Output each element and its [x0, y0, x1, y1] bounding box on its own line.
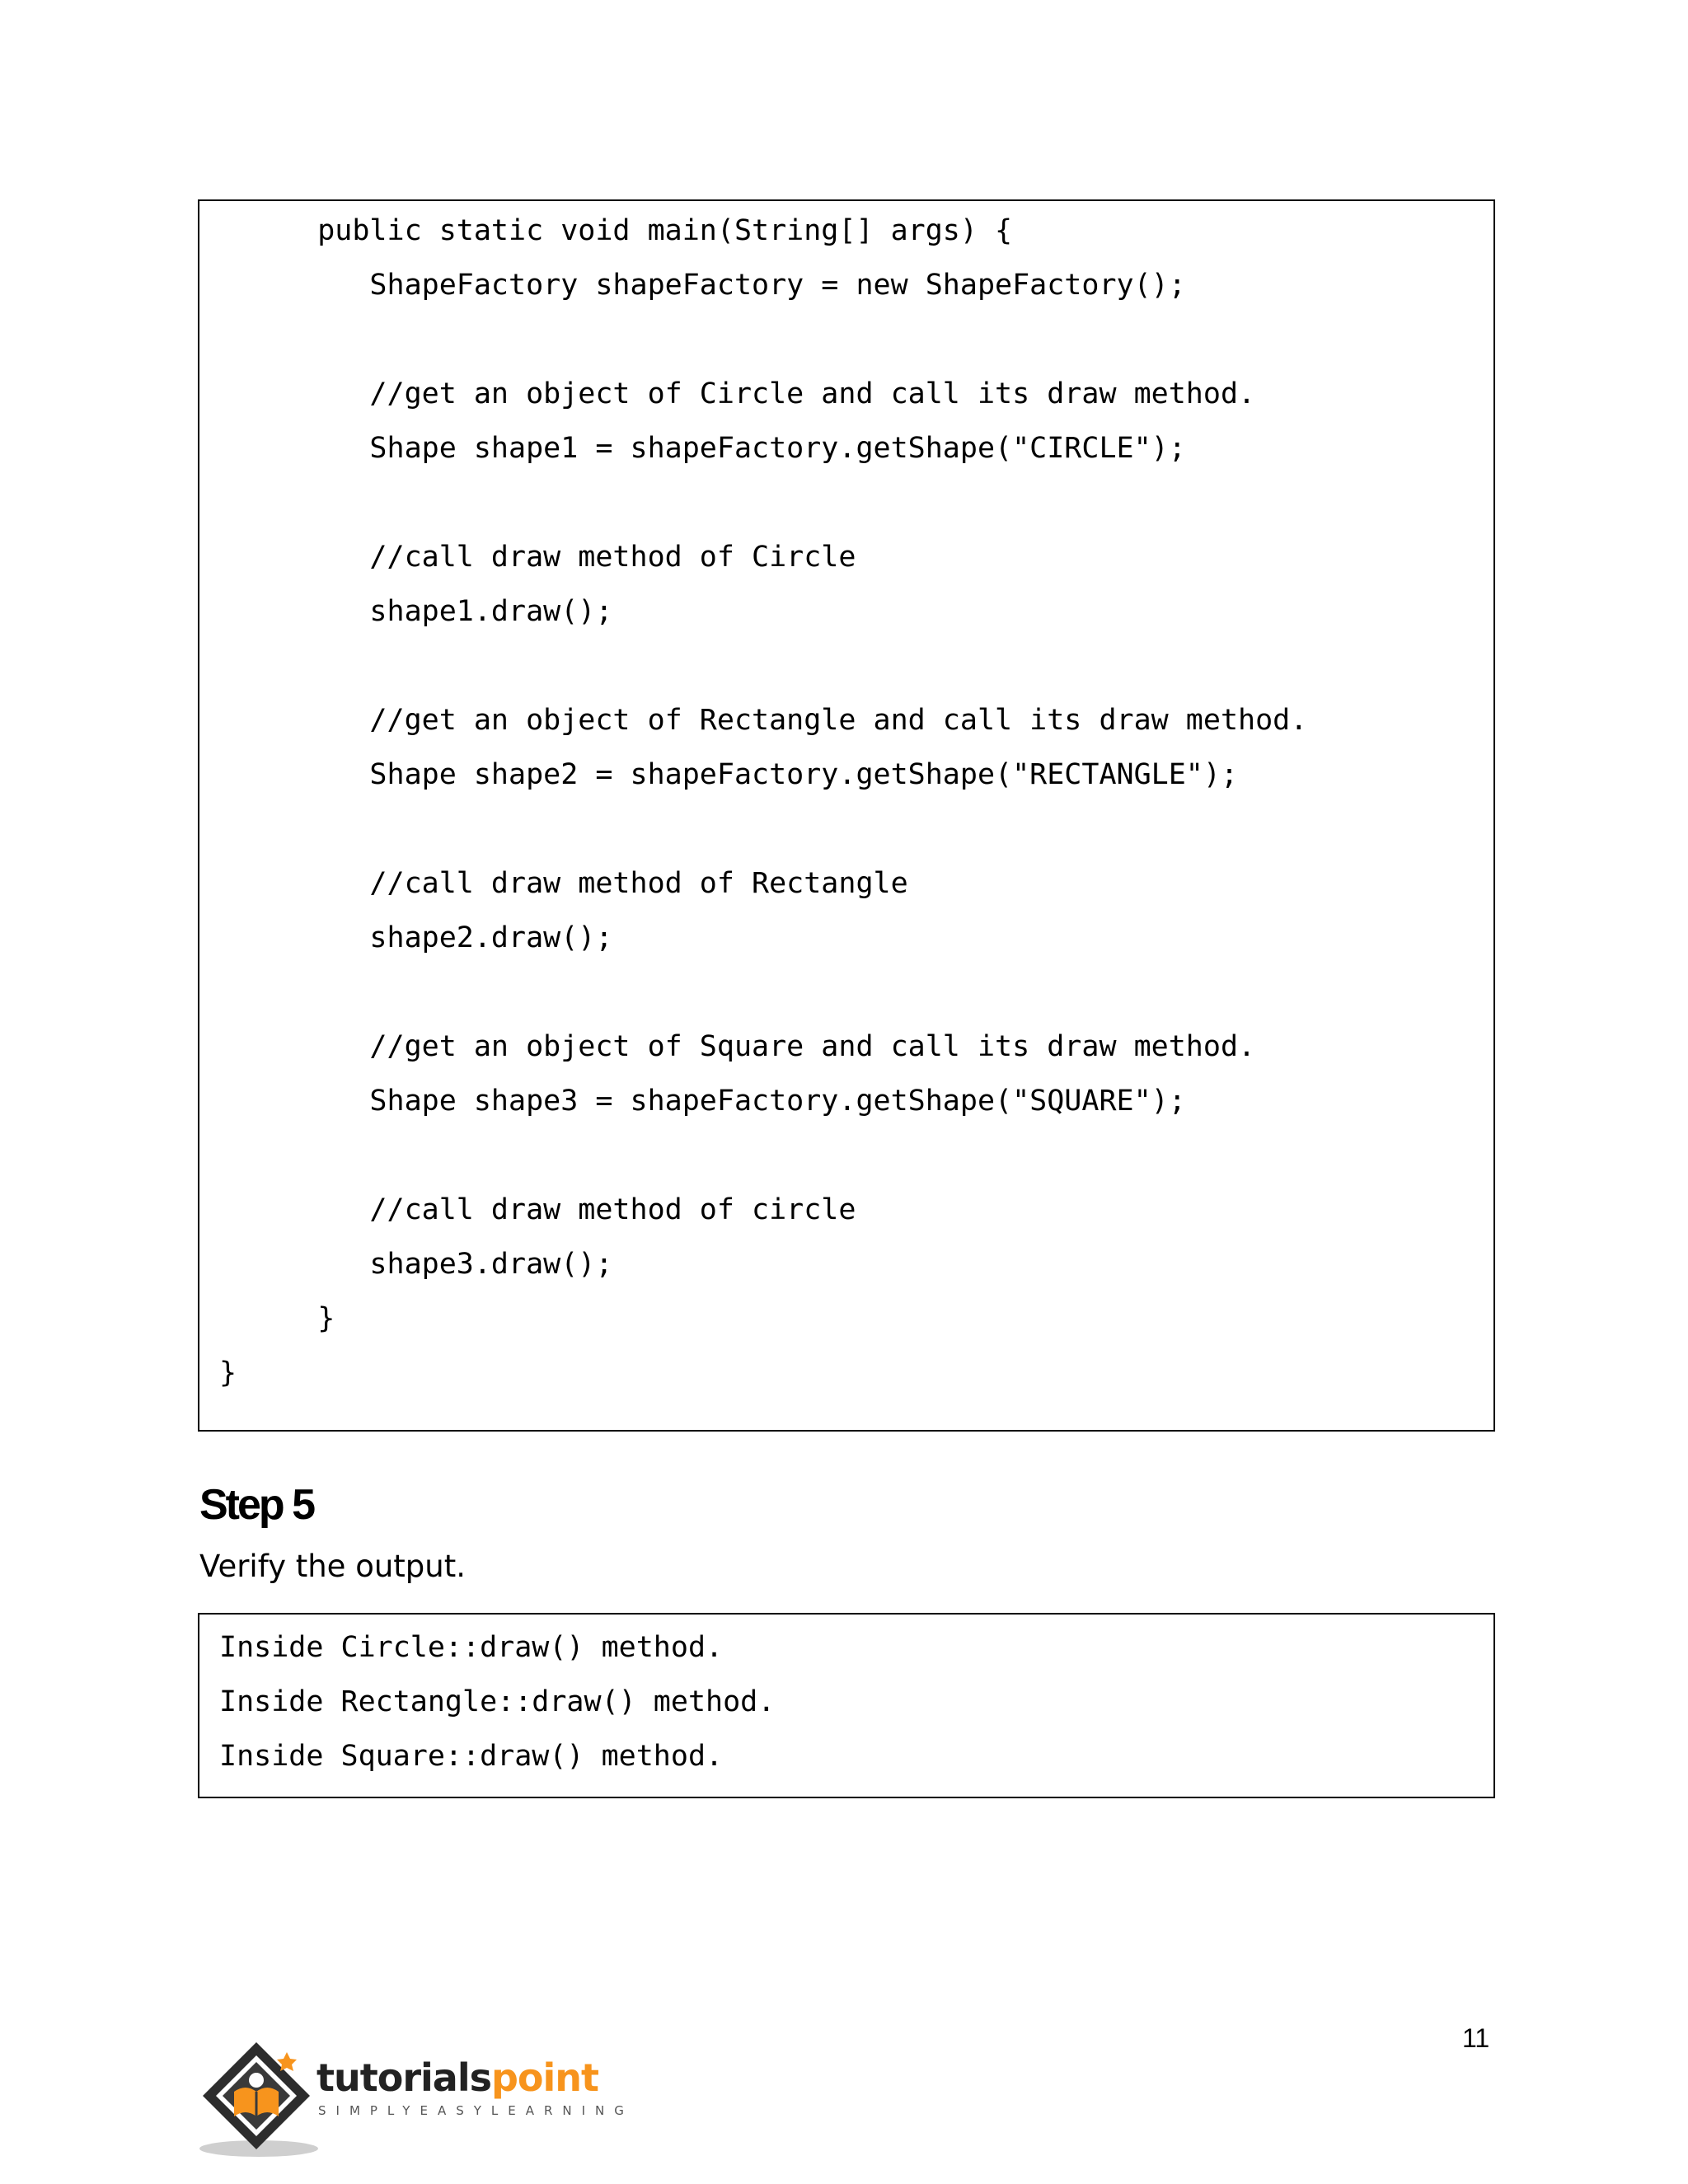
code-line: Shape shape1 = shapeFactory.getShape("CIRCLE"); — [265, 432, 1186, 465]
logo-word-point: point — [490, 2055, 599, 2100]
output-block — [198, 1613, 1495, 1798]
code-line: //get an object of Square and call its draw method. — [265, 1030, 1256, 1063]
output-line: Inside Square::draw() method. — [219, 1740, 724, 1773]
code-line: } — [219, 1357, 237, 1390]
code-line: } — [265, 1302, 335, 1335]
step-heading: Step 5 — [199, 1481, 314, 1529]
code-line: //get an object of Circle and call its draw method. — [265, 377, 1256, 410]
logo-wordmark — [316, 2055, 598, 2100]
code-line: shape1.draw(); — [265, 595, 613, 628]
page-number: 11 — [1462, 2023, 1490, 2053]
code-line: //call draw method of Circle — [265, 541, 856, 574]
logo-emblem-icon — [195, 2037, 318, 2161]
logo-tagline: SIMPLYEASYLEARNING — [318, 2103, 634, 2118]
logo-word-tutorials: tutorials — [316, 2055, 491, 2100]
code-line: //call draw method of circle — [265, 1193, 856, 1226]
code-line: ShapeFactory shapeFactory = new ShapeFactory(); — [265, 269, 1186, 302]
code-line: //call draw method of Rectangle — [265, 867, 908, 900]
code-line: shape2.draw(); — [265, 921, 613, 954]
code-line: public static void main(String[] args) { — [265, 214, 1013, 247]
code-line: Shape shape3 = shapeFactory.getShape("SQUARE"); — [265, 1085, 1186, 1118]
code-line: //get an object of Rectangle and call its draw method. — [265, 704, 1308, 737]
step-description: Verify the output. — [199, 1549, 467, 1584]
tutorialspoint-logo — [195, 2037, 634, 2161]
code-line: shape3.draw(); — [265, 1248, 613, 1281]
output-line: Inside Rectangle::draw() method. — [219, 1685, 776, 1718]
code-block — [198, 199, 1495, 1432]
output-line: Inside Circle::draw() method. — [219, 1631, 724, 1664]
code-line: Shape shape2 = shapeFactory.getShape("RECTANGLE"); — [265, 758, 1239, 791]
